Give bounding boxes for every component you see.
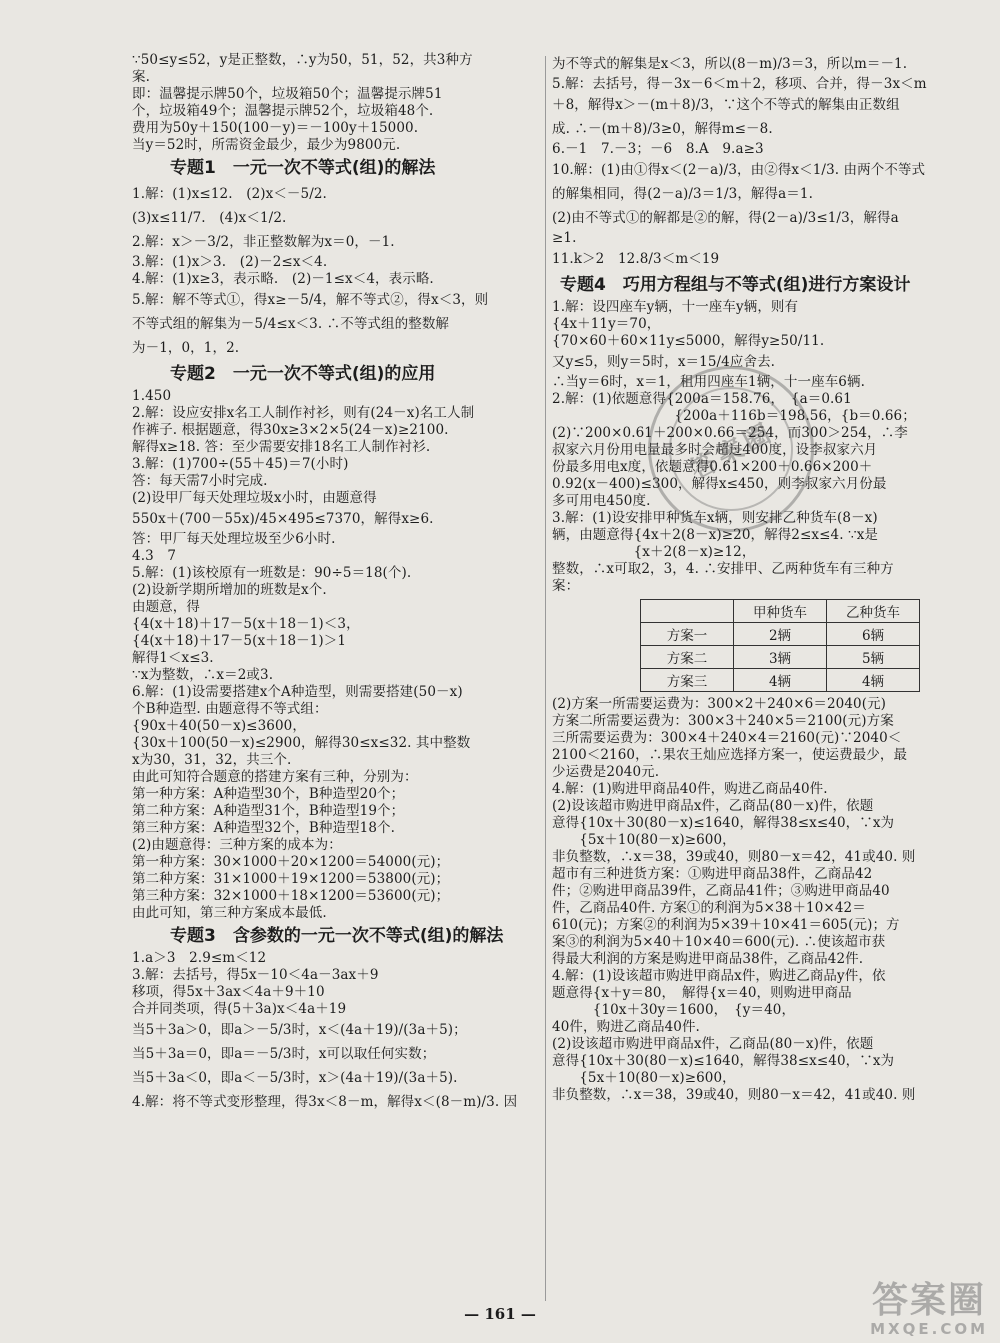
table-cell: 方案一 [641, 623, 734, 646]
text-line: 意得{10x＋30(80－x)≤1640，解得38≤x≤40，∵x为 [552, 1053, 895, 1069]
text-line: 又y≤5，则y＝5时，x＝15/4应舍去. [552, 354, 776, 370]
text-line: 非负整数，∴x＝38，39或40，则80－x＝42，41或40. 则 [552, 1087, 916, 1103]
text-line: {4(x＋18)＋17－5(x＋18－1)＞1 [132, 633, 347, 649]
text-line: 件；②购进甲商品39件，乙商品41件；③购进甲商品40 [552, 883, 890, 899]
text-line: 案. [132, 69, 150, 85]
stamp-text: 答案圈 [647, 365, 815, 533]
text-line: 第三种方案：A种造型32个，B种造型18个. [132, 820, 396, 836]
table-cell: 3辆 [734, 646, 827, 669]
text-line: 610(元)；方案②的利润为5×39＋10×41＝605(元)；方 [552, 917, 900, 933]
text-line: 件，乙商品40件. 方案①的利润为5×38＋10×42＝ [552, 900, 866, 916]
table-header-cell: 甲种货车 [734, 600, 827, 623]
text-line: 第一种方案：A种造型30个，B种造型20个； [132, 786, 405, 802]
text-line: 答：每天需7小时完成. [132, 473, 268, 489]
text-line: x为30，31，32，共三个. [132, 752, 292, 768]
text-line: ∵50≤y≤52，y是正整数，∴y为50，51，52，共3种方 [132, 52, 473, 68]
text-line: 1.解：设四座车y辆，十一座车y辆，则有 [552, 299, 799, 315]
table-row [641, 623, 920, 646]
table-cell: 5辆 [827, 646, 920, 669]
text-line: 第一种方案：30×1000＋20×1200＝54000(元)； [132, 854, 450, 870]
text-line: 6.解：(1)设需要搭建x个A种造型，则需要搭建(50－x) [132, 684, 463, 700]
right-column [552, 52, 972, 1104]
text-line: 为不等式的解集是x＜3，所以(8－m)/3＝3，所以m＝－1. [552, 56, 908, 72]
text-line: 1.解：(1)x≤12. (2)x＜－5/2. [132, 186, 327, 202]
text-line: {x＋2(8－x)≥12， [552, 544, 756, 560]
text-line: 份最多用电x度，依题意得0.61×200＋0.66×200＋ [552, 459, 873, 475]
text-line: 成. ∴－(m＋8)/3≥0，解得m≤－8. [552, 121, 773, 137]
section-heading: 专题1 一元一次不等式(组)的解法 [170, 158, 436, 178]
text-line: 由此可知，第三种方案成本最低. [132, 905, 327, 921]
text-line: 方案二所需要运费为：300×3＋240×5＝2100(元)方案 [552, 713, 894, 729]
table-header-cell: 乙种货车 [827, 600, 920, 623]
text-line: 1.450 [132, 388, 172, 404]
text-line: 3.解：(1)设安排甲种货车x辆，则安排乙种货车(8－x) [552, 510, 878, 526]
text-line: 的解集相同，得(2－a)/3＝1/3，解得a＝1. [552, 186, 813, 202]
text-line: {4(x＋18)＋17－5(x＋18－1)＜3， [132, 616, 360, 632]
text-line: {90x＋40(50－x)≤3600， [132, 718, 306, 734]
text-line: 0.92(x－400)≤300，解得x≤450，则李叔家六月份最 [552, 476, 887, 492]
watermark-en: MXQE.COM [870, 1320, 988, 1338]
text-line: 4.解：将不等式变形整理，得3x＜8－m，解得x＜(8－m)/3. 因 [132, 1094, 518, 1110]
table-cell: 方案三 [641, 669, 734, 692]
text-line: 11.k＞2 12.8/3＜m＜19 [552, 251, 720, 267]
text-line: 当5＋3a＞0，即a＞－5/3时，x＜(4a＋19)/(3a＋5)； [132, 1022, 467, 1038]
section-heading: 专题3 含参数的一元一次不等式(组)的解法 [170, 926, 504, 946]
text-line: {10x＋30y＝1600， {y＝40， [552, 1002, 796, 1018]
text-line: (2)设该超市购进甲商品x件，乙商品(80－x)件，依题 [552, 798, 874, 814]
text-line: (2)方案一所需要运费为：300×2＋240×6＝2040(元) [552, 696, 887, 712]
text-line: 第二种方案：31×1000＋19×1200＝53800(元)； [132, 871, 450, 887]
section-heading: 专题2 一元一次不等式(组)的应用 [170, 364, 436, 384]
table-row [641, 669, 920, 692]
text-line: 3.解：去括号，得5x－10＜4a－3ax＋9 [132, 967, 379, 983]
text-line: (2)设该超市购进甲商品x件，乙商品(80－x)件，依题 [552, 1036, 874, 1052]
text-line: 3.解：(1)700÷(55＋45)＝7(小时) [132, 456, 349, 472]
page-number: — 161 — [464, 1305, 536, 1323]
text-line: 4.解：(1)x≥3，表示略. (2)－1≤x＜4，表示略. [132, 271, 434, 287]
text-line: 当5＋3a＜0，即a＜－5/3时，x＞(4a＋19)/(3a＋5). [132, 1070, 458, 1086]
text-line: 5.解：去括号，得－3x－6＜m＋2，移项、合并，得－3x＜m [552, 76, 927, 92]
text-line: 第二种方案：A种造型31个，B种造型19个； [132, 803, 405, 819]
text-line: 解得1＜x≤3. [132, 650, 214, 666]
text-line: {70×60＋60×11y≤5000，解得y≥50/11. [552, 333, 825, 349]
text-line: 3.解：(1)x＞3. (2)－2≤x＜4. [132, 254, 328, 270]
table-cell: 4辆 [827, 669, 920, 692]
text-line: 三所需要运费为：300×4＋240×4＝2160(元)∵2040＜ [552, 730, 902, 746]
text-line: 合并同类项，得(5＋3a)x＜4a＋19 [132, 1001, 347, 1017]
table-row [641, 646, 920, 669]
table-cell: 4辆 [734, 669, 827, 692]
table-header-cell [641, 600, 734, 623]
text-line: 为－1，0，1，2. [132, 340, 240, 356]
text-line: 少运费是2040元. [552, 764, 660, 780]
table-cell: 方案二 [641, 646, 734, 669]
text-line: 非负整数，∴x＝38，39或40，则80－x＝42，41或40. 则 [552, 849, 916, 865]
text-line: 案③的利润为5×40＋10×40＝600(元). ∴使该超市获 [552, 934, 886, 950]
text-line: 5.解：解不等式①，得x≥－5/4，解不等式②，得x＜3，则 [132, 292, 489, 308]
text-line: 5.解：(1)该校原有一班数是：90÷5＝18(个). [132, 565, 412, 581]
text-line: (2)设甲厂每天处理垃圾x小时，由题意得 [132, 490, 377, 506]
text-line: {5x＋10(80－x)≥600， [552, 1070, 736, 1086]
text-line: ∵x为整数，∴x＝2或3. [132, 667, 274, 683]
text-line: 40件，购进乙商品40件. [552, 1019, 700, 1035]
text-line: 即：温馨提示牌50个，垃圾箱50个；温馨提示牌51 [132, 86, 443, 102]
text-line: 意得{10x＋30(80－x)≤1640，解得38≤x≤40，∵x为 [552, 815, 895, 831]
text-line: 费用为50y＋150(100－y)＝－100y＋15000. [132, 120, 419, 136]
text-line: (2)∵200×0.61＋200×0.66＝254，而300＞254，∴李 [552, 425, 908, 441]
text-line: 10.解：(1)由①得x＜(2－a)/3，由②得x＜1/3. 由两个不等式 [552, 162, 926, 178]
text-line: {30x＋100(50－x)≤2900，解得30≤x≤32. 其中整数 [132, 735, 471, 751]
text-line: 答：甲厂每天处理垃圾至少6小时. [132, 531, 336, 547]
text-line: 个B种造型. 由题意得不等式组： [132, 701, 328, 717]
text-line: 2.解：设应安排x名工人制作衬衫，则有(24－x)名工人制 [132, 405, 475, 421]
text-line: 整数，∴x可取2，3，4. ∴安排甲、乙两种货车有三种方 [552, 561, 894, 577]
table-cell: 6辆 [827, 623, 920, 646]
text-line: 解得x≥18. 答：至少需要安排18名工人制作衬衫. [132, 439, 431, 455]
text-line: 4.3 7 [132, 548, 177, 564]
text-line: 由题意，得 [132, 599, 200, 615]
text-line: 第三种方案：32×1000＋18×1200＝53600(元)； [132, 888, 450, 904]
left-column [132, 52, 542, 1114]
table-cell: 2辆 [734, 623, 827, 646]
text-line: 4.解：(1)设该超市购进甲商品x件，购进乙商品y件，依 [552, 968, 886, 984]
text-line: 多可用电450度. [552, 493, 651, 509]
text-line: 当y＝52时，所需资金最少，最少为9800元. [132, 137, 401, 153]
text-line: 得最大利润的方案是购进甲商品38件，乙商品42件. [552, 951, 864, 967]
text-line: (2)设新学期所增加的班数是x个. [132, 582, 327, 598]
text-line: (3)x≤11/7. (4)x＜1/2. [132, 210, 287, 226]
text-line: 当5＋3a＝0，即a＝－5/3时，x可以取任何实数； [132, 1046, 436, 1062]
text-line: 1.a＞3 2.9≤m＜12 [132, 950, 267, 966]
text-line: (2)由题意得：三种方案的成本为： [132, 837, 342, 853]
text-line: {4x＋11y＝70， [552, 316, 661, 332]
text-line: {5x＋10(80－x)≥600， [552, 832, 736, 848]
text-line: 2.解：(1)依题意得{200a＝158.76， {a＝0.61 [552, 391, 852, 407]
text-line: {200a＋116b＝198.56，{b＝0.66； [552, 408, 916, 424]
plan-table [640, 599, 920, 692]
site-watermark [870, 1281, 988, 1337]
text-line: 不等式组的解集为－5/4≤x＜3. ∴不等式组的整数解 [132, 316, 450, 332]
section-heading: 专题4 巧用方程组与不等式(组)进行方案设计 [560, 275, 911, 295]
text-line: 6.－1 7.－3；－6 8.A 9.a≥3 [552, 141, 764, 157]
text-line: 个，垃圾箱49个；温馨提示牌52个，垃圾箱48个. [132, 103, 434, 119]
text-line: 2.解：x＞－3/2，非正整数解为x＝0，－1. [132, 234, 395, 250]
text-line: 叔家六月份用电量最多时会超过400度，设李叔家六月 [552, 442, 878, 458]
column-divider [545, 56, 546, 1301]
text-line: 案： [552, 578, 580, 594]
watermark-cn: 答案圈 [872, 1280, 987, 1321]
text-line: (2)由不等式①的解都是②的解，得(2－a)/3≤1/3，解得a [552, 210, 899, 226]
text-line: 超市有三种进货方案：①购进甲商品38件，乙商品42 [552, 866, 873, 882]
text-line: 辆，由题意得{4x＋2(8－x)≥20，解得2≤x≤4. ∵x是 [552, 527, 879, 543]
text-line: ∴当y＝6时，x＝1，租用四座车1辆，十一座车6辆. [552, 374, 865, 390]
text-line: ≥1. [552, 230, 577, 246]
text-line: 4.解：(1)购进甲商品40件，购进乙商品40件. [552, 781, 828, 797]
text-line: 作裤子. 根据题意，得30x≥3×2×5(24－x)≥2100. [132, 422, 449, 438]
text-line: 550x＋(700－55x)/45×495≤7370，解得x≥6. [132, 511, 434, 527]
text-line: 题意得{x＋y＝80， 解得{x＝40，则购进甲商品 [552, 985, 852, 1001]
text-line: 由此可知符合题意的搭建方案有三种，分别为： [132, 769, 418, 785]
text-line: 移项，得5x＋3ax＜4a＋9＋10 [132, 984, 325, 1000]
text-line: 2100＜2160，∴果农王灿应选择方案一，使运费最少，最 [552, 747, 908, 763]
text-line: ＋8，解得x＞－(m＋8)/3，∵这个不等式的解集由正数组 [552, 97, 900, 113]
